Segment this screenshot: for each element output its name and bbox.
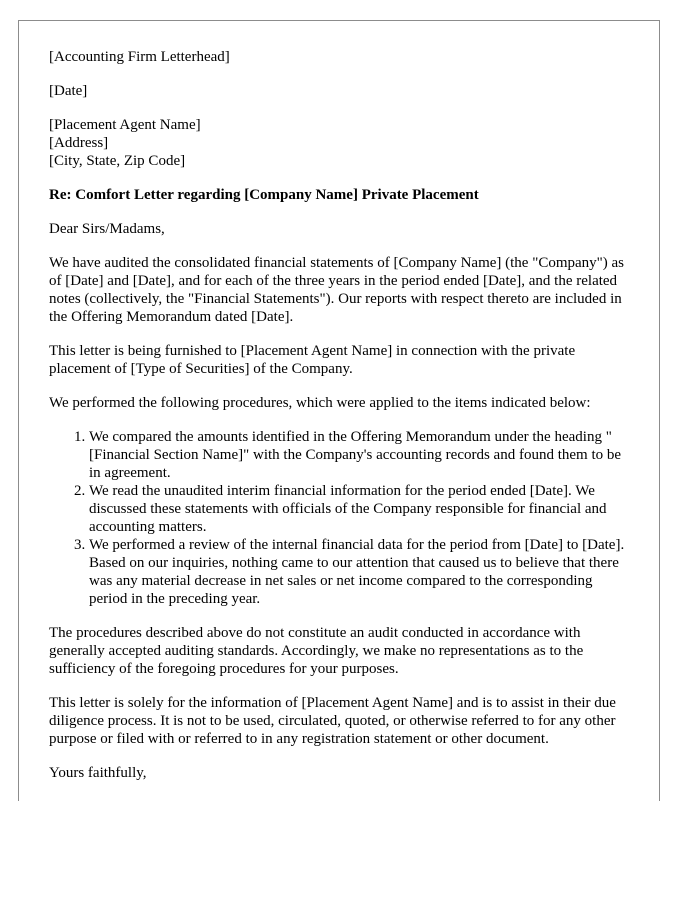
letter-date: [Date]	[49, 83, 88, 99]
paragraph-disclaimer: The procedures described above do not constitute an audit conducted in accordance with generally accepted auditing standards. Accordingly, we make no representations as to the sufficiency of the foregoing procedures for your purposes.	[49, 625, 584, 677]
recipient-city: [City, State, Zip Code]	[49, 153, 186, 169]
salutation: Dear Sirs/Madams,	[49, 221, 165, 237]
paragraph-audit: We have audited the consolidated financial statements of [Company Name] (the "Company") as of [Date] and [Date], and for each of the three years in the period ended [Date], and the related notes (collectively, the "Financial Statements"). Our reports with respect thereto are included in the Offering Memorandum dated [Date].	[49, 255, 625, 325]
recipient-address	[49, 116, 633, 170]
procedures-list	[49, 428, 633, 608]
paragraph-restriction: This letter is solely for the information of [Placement Agent Name] and is to assist in their due diligence process. It is not to be used, circulated, quoted, or otherwise referred to for any other purpose or filed with or referred to in any registration statement or other document.	[49, 695, 616, 747]
paragraph-purpose: This letter is being furnished to [Placement Agent Name] in connection with the private placement of [Type of Securities] of the Company.	[49, 343, 576, 377]
procedure-item: 2. We read the unaudited interim financial information for the period ended [Date]. We discussed these statements with officials of the Company responsible for financial and accounting matters.	[89, 482, 633, 536]
recipient-street: [Address]	[49, 135, 109, 151]
closing: Yours faithfully,	[49, 765, 147, 781]
subject-line: Re: Comfort Letter regarding [Company Name] Private Placement	[49, 187, 479, 203]
letterhead: [Accounting Firm Letterhead]	[49, 49, 230, 65]
letter-body	[49, 48, 633, 798]
letter-page	[18, 20, 660, 801]
recipient-name: [Placement Agent Name]	[49, 117, 201, 133]
paragraph-procedures-intro: We performed the following procedures, which were applied to the items indicated below:	[49, 395, 591, 411]
procedure-item: 1. We compared the amounts identified in the Offering Memorandum under the heading "[Financial Section Name]" with the Company's accounting records and found them to be in agreement.	[89, 428, 633, 482]
procedure-item: 3. We performed a review of the internal financial data for the period from [Date] to [Date]. Based on our inquiries, nothing came to our attention that caused us to believe that there was any material decrease in net sales or net income compared to the corresponding period in the preceding year.	[89, 536, 633, 608]
